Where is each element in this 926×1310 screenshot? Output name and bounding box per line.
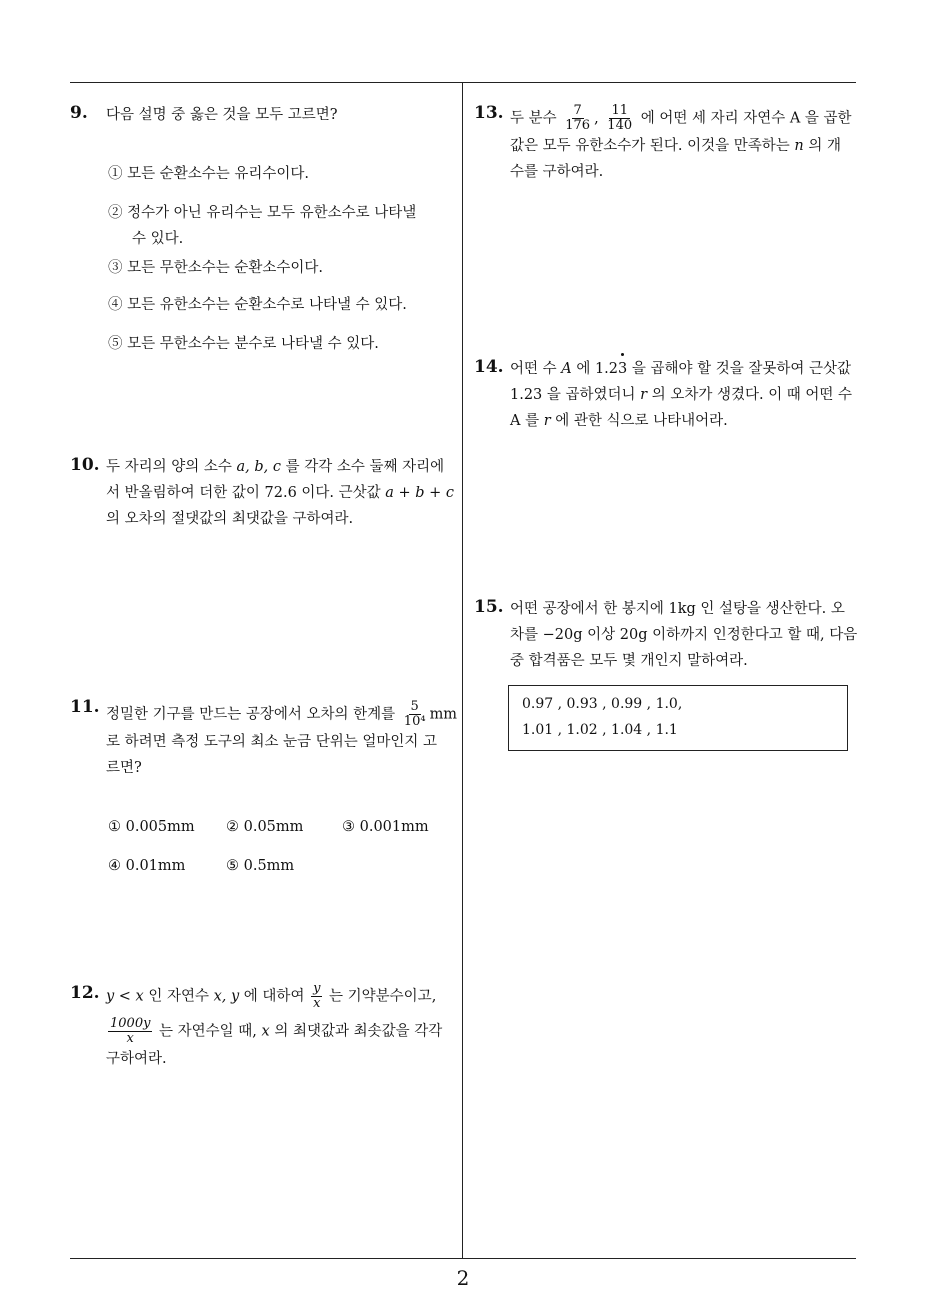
q11-option-5: ⑤ 0.5mm bbox=[226, 858, 295, 874]
question-line: 정밀한 기구를 만드는 공장에서 오차의 한계를 $\frac{5}{\text{10⁴}}$ mm bbox=[106, 699, 458, 729]
q9-option-1: ① 모든 순환소수는 유리수이다. bbox=[108, 166, 310, 182]
question-line: 서 반올림하여 더한 값이 72.6 이다. 근삿값 a + b + c bbox=[106, 485, 455, 501]
question-10 bbox=[70, 454, 460, 532]
question-11 bbox=[70, 697, 460, 781]
question-13 bbox=[474, 104, 864, 185]
value-list-box bbox=[508, 685, 848, 751]
question-line: 값은 모두 유한소수가 된다. 이것을 만족하는 n 의 개 bbox=[510, 138, 841, 154]
q9-option-5: ⑤ 모든 무한소수는 분수로 나타낼 수 있다. bbox=[108, 336, 379, 352]
question-number: 9. bbox=[70, 103, 88, 123]
question-number: 11. bbox=[70, 697, 100, 717]
question-line: 로 하려면 측정 도구의 최소 눈금 단위는 얼마인지 고 bbox=[106, 734, 438, 750]
question-12 bbox=[70, 982, 460, 1072]
question-number: 12. bbox=[70, 983, 100, 1003]
fraction: $\frac{y}{x}$ bbox=[313, 981, 321, 1011]
fraction: $\frac{1000y}{x}$ bbox=[110, 1016, 151, 1046]
column-divider bbox=[462, 83, 463, 1258]
question-number: 13. bbox=[474, 103, 504, 123]
q9-option-3: ③ 모든 무한소수는 순환소수이다. bbox=[108, 260, 324, 276]
page-number: 2 bbox=[456, 1266, 470, 1290]
box-line-2: 1.01 , 1.02 , 1.04 , 1.1 bbox=[522, 722, 678, 738]
q11-option-3: ③ 0.001mm bbox=[342, 819, 429, 835]
question-line: y < x 인 자연수 x, y 에 대하여 $\frac{y}{x}$ 는 기약분수이고, bbox=[106, 981, 437, 1011]
question-15 bbox=[474, 596, 864, 674]
question-line: 구하여라. bbox=[106, 1051, 167, 1067]
question-line: $\frac{1000y}{x}$ 는 자연수일 때, x 의 최댓값과 최솟값을 각각 bbox=[110, 1016, 443, 1046]
q11-option-1: ① 0.005mm bbox=[108, 819, 195, 835]
top-rule bbox=[70, 82, 856, 83]
question-line: 두 분수 $\frac{7}{176}$ , $\frac{11}{140}$ 에 어떤 세 자리 자연수 A 을 곱한 bbox=[510, 103, 852, 133]
question-line: 어떤 공장에서 한 봉지에 1kg 인 설탕을 생산한다. 오 bbox=[510, 601, 845, 617]
question-line: 차를 −20g 이상 20g 이하까지 인정한다고 할 때, 다음 bbox=[510, 627, 858, 643]
q11-option-2: ② 0.05mm bbox=[226, 819, 304, 835]
repeating-dot-mark bbox=[621, 353, 624, 356]
question-line: 1.23 을 곱하였더니 r 의 오차가 생겼다. 이 때 어떤 수 bbox=[510, 387, 853, 403]
fraction: $\frac{5}{\text{10⁴}}$ bbox=[403, 699, 426, 729]
question-9 bbox=[70, 102, 460, 128]
question-line: 의 오차의 절댓값의 최댓값을 구하여라. bbox=[106, 511, 354, 527]
box-line-1: 0.97 , 0.93 , 0.99 , 1.0, bbox=[522, 696, 683, 712]
question-number: 15. bbox=[474, 597, 504, 617]
q11-option-4: ④ 0.01mm bbox=[108, 858, 186, 874]
question-line: 어떤 수 A 에 1.23 을 곱해야 할 것을 잘못하여 근삿값 bbox=[510, 356, 864, 382]
question-text: 다음 설명 중 옳은 것을 모두 고르면? bbox=[106, 107, 338, 123]
question-line: 두 자리의 양의 소수 a, b, c 를 각각 소수 둘째 자리에 bbox=[106, 459, 445, 475]
question-14 bbox=[474, 356, 864, 434]
question-line: 중 합격품은 모두 몇 개인지 말하여라. bbox=[510, 653, 748, 669]
question-line: 르면? bbox=[106, 760, 142, 776]
bottom-rule bbox=[70, 1258, 856, 1259]
repeating-dot-digit: 3 bbox=[618, 356, 627, 382]
q9-option-4: ④ 모든 유한소수는 순환소수로 나타낼 수 있다. bbox=[108, 297, 407, 313]
question-line: A 를 r 에 관한 식으로 나타내어라. bbox=[510, 413, 728, 429]
q9-option-2-cont: 수 있다. bbox=[132, 231, 184, 247]
question-number: 14. bbox=[474, 357, 504, 377]
question-number: 10. bbox=[70, 455, 100, 475]
fraction: $\frac{7}{176}$ bbox=[565, 103, 591, 133]
question-line: 수를 구하여라. bbox=[510, 164, 604, 180]
fraction: $\frac{11}{140}$ bbox=[607, 103, 633, 133]
q9-option-2: ② 정수가 아닌 유리수는 모두 유한소수로 나타낼 bbox=[108, 205, 417, 221]
